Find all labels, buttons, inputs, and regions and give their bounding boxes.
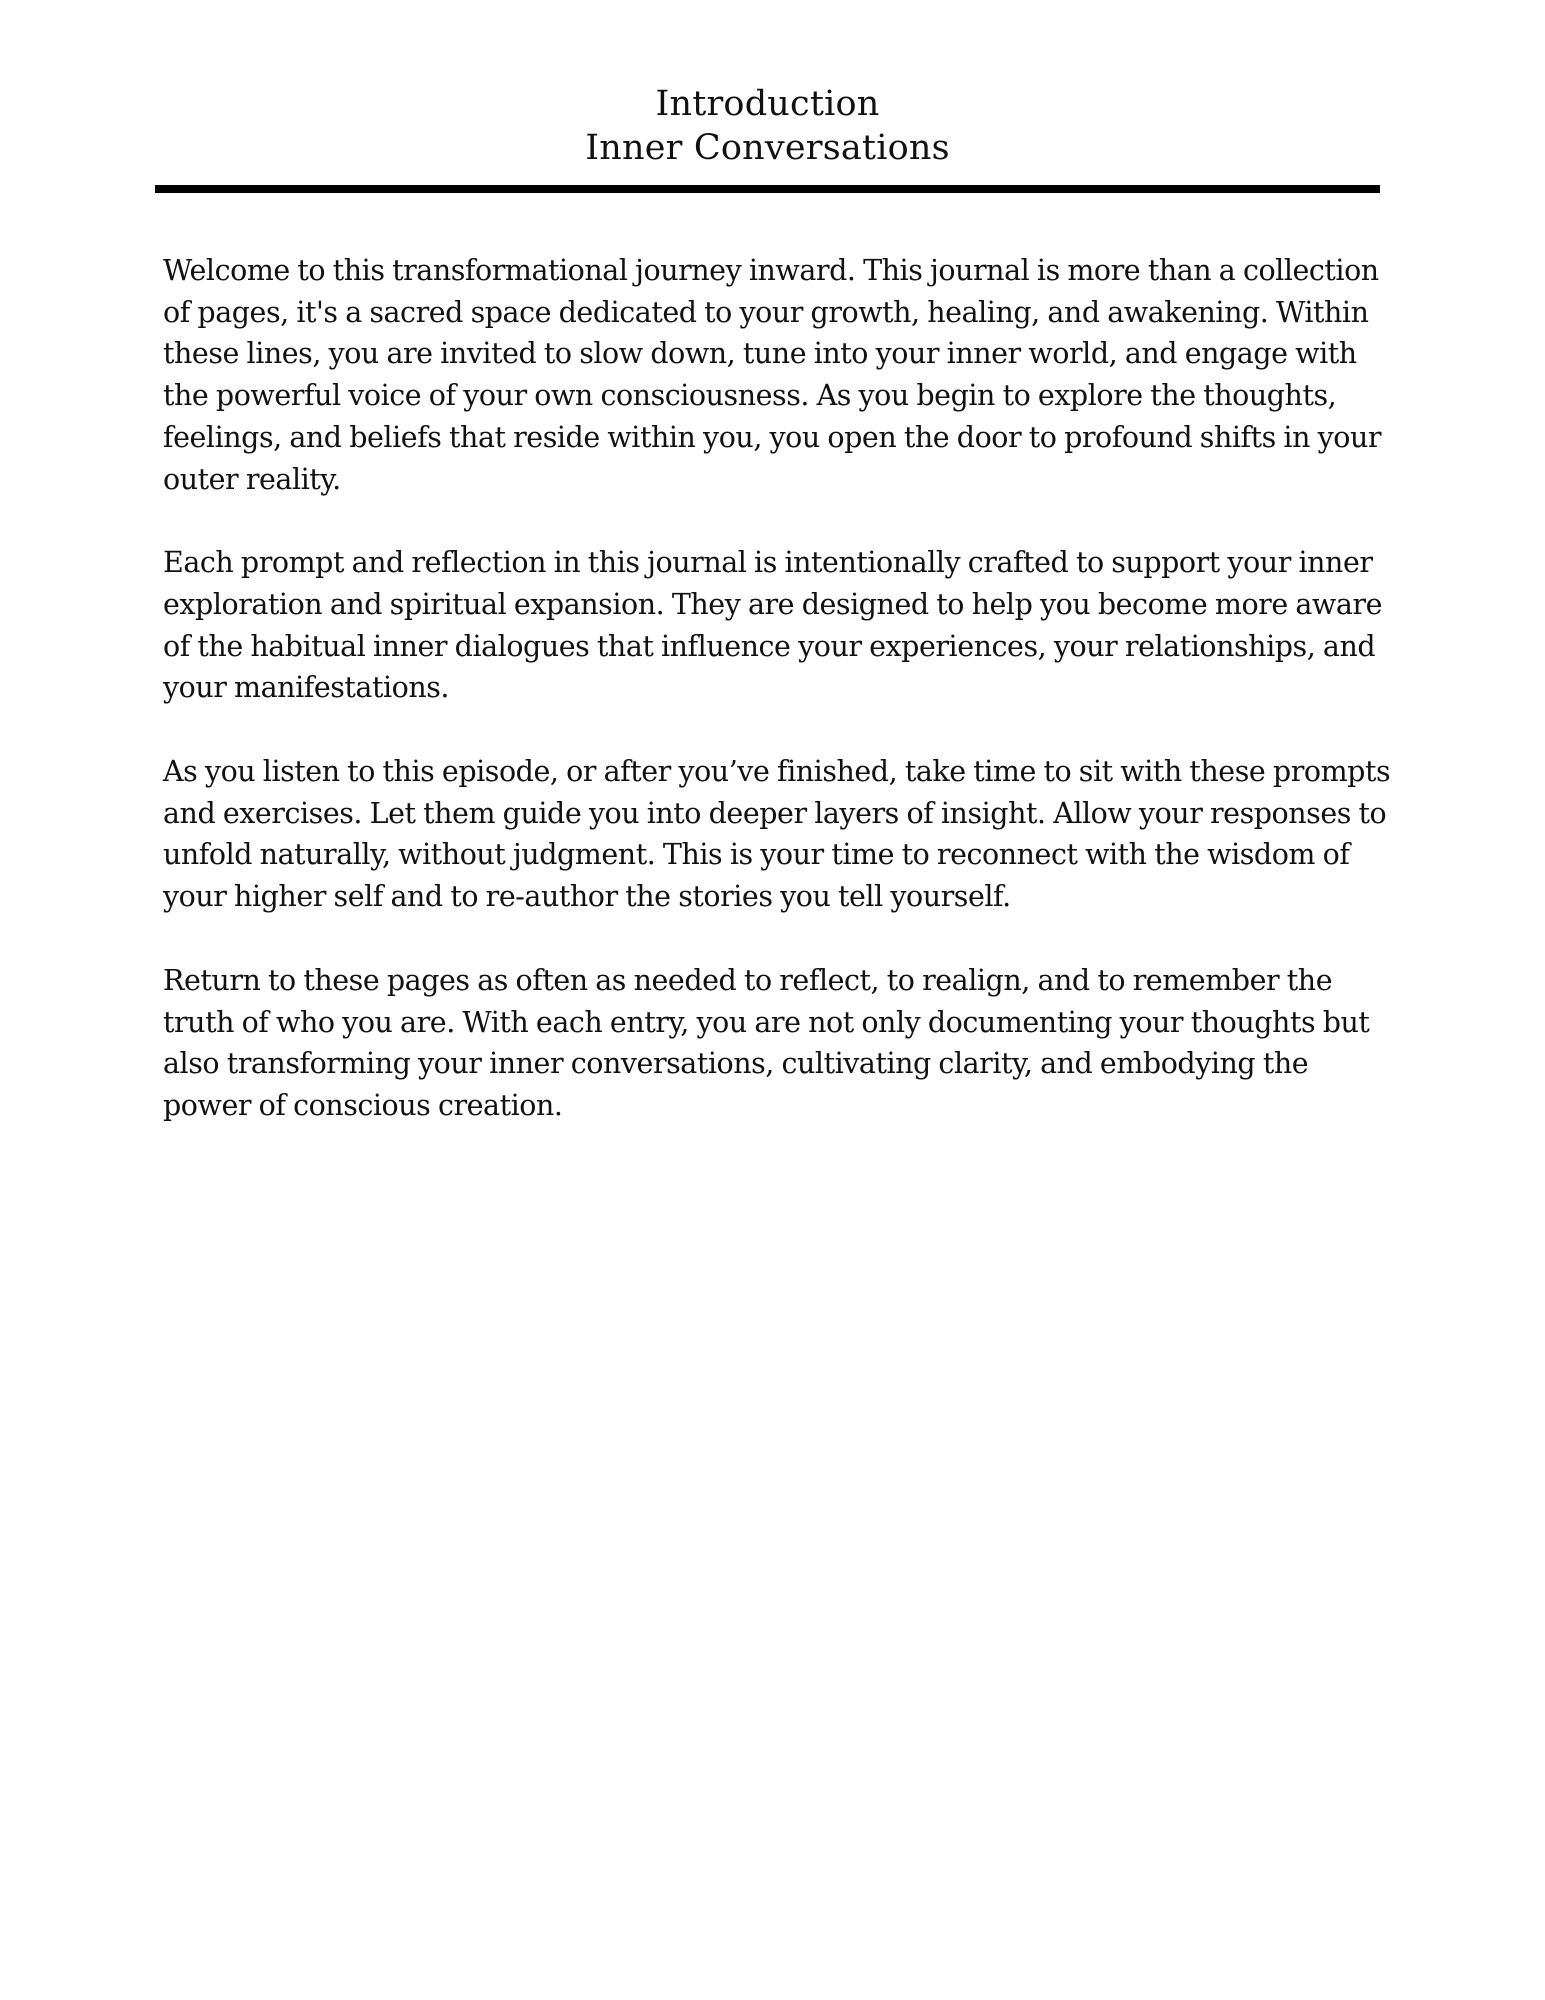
paragraph-return: Return to these pages as often as needed to reflect, to realign, and to remember the truth of who you are. With each entry, you are not only documenting your thoughts but also transforming your inner conversations, cultivating clarity, and embodying the power of conscious creation. [163,963,1370,1122]
paragraph-welcome: Welcome to this transformational journey inward. This journal is more than a collection of pages, it's a sacred space dedicated to your growth, healing, and awakening. Within these lines, you are invited to slow down, tune into your inner world, and engage with the powerful voice of your own consciousness. As you begin to explore the thoughts, feelings, and beliefs that reside within you, you open the door to profound shifts in your outer reality. [163,254,1382,496]
page-title: Introduction [655,84,880,124]
body-text [163,250,1393,1169]
paragraph-prompts: Each prompt and reflection in this journal is intentionally crafted to support your inner exploration and spiritual expansion. They are designed to help you become more aware of the habitual inner dialogues that influence your experiences, your relationships, and your manifestations. [163,546,1382,705]
page-subtitle: Inner Conversations [585,128,950,168]
page-header [155,82,1380,170]
header-divider [155,185,1380,193]
paragraph-listen: As you listen to this episode, or after you’ve finished, take time to sit with these prompts and exercises. Let them guide you into deeper layers of insight. Allow your responses to unfold naturally, without judgment. This is your time to reconnect with the wisdom of your higher self and to re-author the stories you tell yourself. [163,755,1391,914]
